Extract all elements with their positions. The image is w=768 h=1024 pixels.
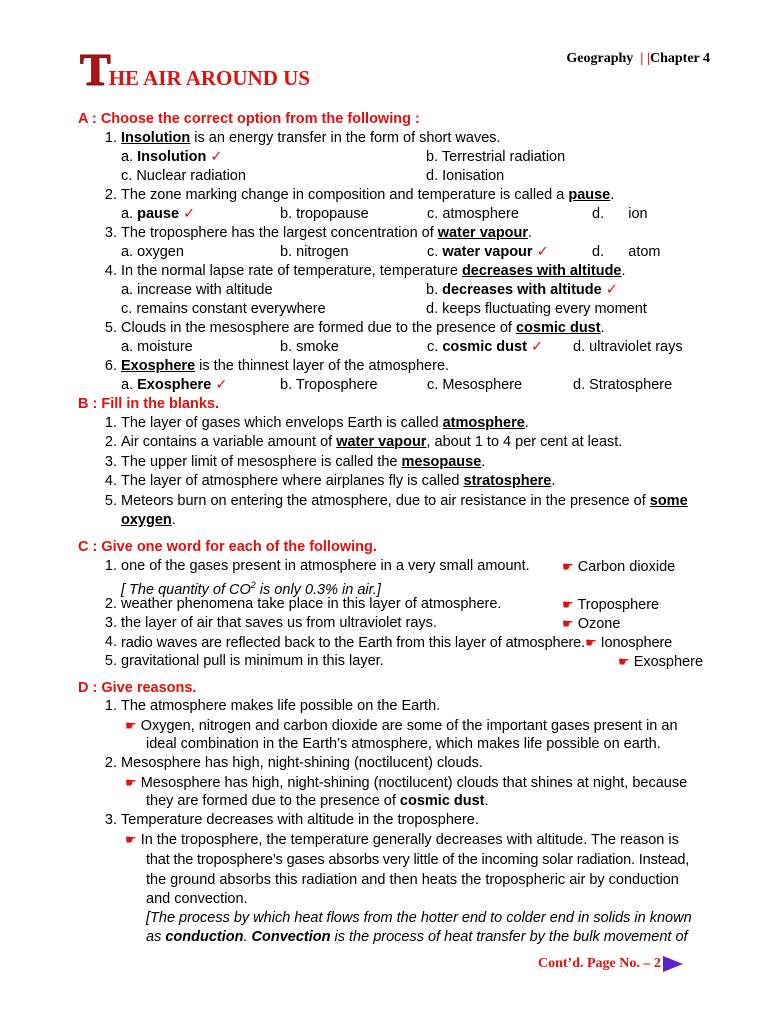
option-text: Mesosphere (442, 377, 523, 393)
option-letter: a. (121, 339, 134, 355)
answer-underlined: decreases with altitude (461, 263, 622, 279)
question-text (121, 633, 672, 653)
reason-line (125, 830, 679, 850)
punct: . (171, 512, 176, 528)
title-text: HE AIR AROUND US (108, 66, 310, 90)
option-letter: a. (121, 377, 134, 393)
question-number: 3. (104, 615, 117, 631)
reason-text: Oxygen, nitrogen and carbon dioxide are some of the important gases present in an (140, 718, 678, 734)
option-a (121, 338, 193, 357)
question-text: one of the gases present in atmosphere in a very small amount. (121, 558, 530, 574)
answer (562, 614, 620, 634)
answer-text: Exosphere (633, 654, 704, 670)
check-icon: ✓ (183, 206, 196, 222)
option-letter: a. (121, 206, 134, 222)
option-text: Insolution (137, 149, 207, 165)
question-body: In the normal lapse rate of temperature, temperature (121, 263, 462, 279)
answer (562, 557, 675, 577)
answer-text: Ozone (577, 616, 621, 632)
option-letter: c. (427, 339, 439, 355)
reason-text: as (146, 929, 166, 945)
option-b (280, 205, 369, 224)
reason-bold: cosmic dust (399, 793, 485, 809)
pointing-hand-icon: ☛ (585, 635, 597, 650)
option-letter: d. (592, 206, 605, 222)
question-body: The upper limit of mesosphere is called the (121, 454, 402, 470)
question-number: 5. (104, 493, 117, 509)
answer-underlined: pause (568, 187, 611, 203)
answer-underlined: atmosphere (442, 415, 525, 431)
question-body: Meteors burn on entering the atmosphere, due to air resistance in the presence of (121, 493, 650, 509)
option-text: nitrogen (296, 244, 349, 260)
question-number: 2. (104, 434, 117, 450)
question-body: is an energy transfer in the form of short waves. (190, 130, 501, 146)
pointing-hand-icon: ☛ (562, 597, 574, 612)
option-text: Nuclear radiation (136, 168, 246, 184)
check-icon: ✓ (215, 377, 228, 393)
continued-footer (538, 956, 683, 972)
answer-text: Troposphere (577, 597, 660, 613)
option-letter: d. (426, 168, 439, 184)
option-d (573, 338, 683, 357)
question-body: Clouds in the mesosphere are formed due to the presence of (121, 320, 516, 336)
check-icon: ✓ (210, 149, 223, 165)
option-text: oxygen (137, 244, 184, 260)
answer-underlined: cosmic dust (515, 320, 601, 336)
question-text (121, 319, 605, 338)
answer-underlined: Exosphere (121, 358, 196, 374)
answer-underlined: water vapour (437, 225, 529, 241)
reason-text: In the troposphere, the temperature generally decreases with altitude. The reason is (140, 832, 679, 848)
pointing-hand-icon: ☛ (125, 832, 137, 847)
option-text: atmosphere (442, 206, 519, 222)
option-c (121, 167, 246, 186)
punct: . (621, 263, 626, 279)
option-text: water vapour (442, 244, 533, 260)
reason-line (146, 928, 688, 947)
option-c (427, 205, 519, 224)
option-b (426, 148, 565, 167)
punct: . (524, 415, 529, 431)
question-text: Mesosphere has high, night-shining (noctilucent) clouds. (121, 755, 483, 771)
option-letter: c. (427, 206, 439, 222)
option-a (121, 376, 227, 395)
option-b (426, 281, 618, 300)
option-a (121, 148, 223, 167)
option-d (426, 167, 504, 186)
separator-bars: | | (636, 51, 650, 66)
option-letter: b. (426, 282, 439, 298)
question-text: The atmosphere makes life possible on the Earth. (121, 698, 441, 714)
answer-underlined: oxygen (121, 512, 172, 528)
question-text (121, 262, 626, 281)
question-number: 3. (104, 454, 117, 470)
option-c (427, 243, 549, 262)
reason-bold: Convection (251, 929, 331, 945)
option-letter: c. (427, 377, 439, 393)
footer-text: Cont’d. Page No. – 2 (538, 956, 661, 972)
question-text: gravitational pull is minimum in this layer. (121, 653, 384, 669)
question-number: 4. (104, 263, 117, 279)
option-letter: a. (121, 149, 134, 165)
question-number: 2. (104, 596, 117, 612)
question-text (121, 129, 501, 148)
reason-line (125, 716, 678, 736)
option-text: tropopause (296, 206, 369, 222)
option-letter: c. (427, 244, 439, 260)
option-c (427, 338, 543, 357)
answer-underlined: some (649, 493, 688, 509)
option-text: atom (628, 244, 661, 260)
reason-text: they are formed due to the presence of (146, 793, 400, 809)
subject-chapter-label (500, 51, 710, 67)
option-text: Exosphere (137, 377, 212, 393)
option-letter: c. (121, 168, 133, 184)
question-text (121, 357, 449, 376)
punct: . (484, 793, 489, 809)
question-text (121, 414, 529, 433)
question-number: 1. (104, 130, 117, 146)
option-letter: b. (280, 377, 293, 393)
question-body: The layer of gases which envelops Earth is called (121, 415, 443, 431)
option-d (426, 300, 647, 319)
option-b (280, 243, 349, 262)
subscript: 2 (250, 580, 256, 590)
question-number: 5. (104, 320, 117, 336)
option-b (280, 338, 339, 357)
option-text: Terrestrial radiation (441, 149, 566, 165)
option-d (573, 376, 672, 395)
option-text: Troposphere (295, 377, 378, 393)
punct: . (528, 225, 533, 241)
option-letter: a. (121, 282, 134, 298)
pointing-hand-icon: ☛ (125, 718, 137, 733)
question-number: 1. (104, 558, 117, 574)
chapter-label: Chapter 4 (649, 51, 710, 66)
question-body: The layer of atmosphere where airplanes fly is called (121, 473, 464, 489)
reason-text: the ground absorbs this radiation and then heats the tropospheric air by conduction (146, 872, 679, 888)
option-text: Stratosphere (589, 377, 673, 393)
question-number: 3. (104, 812, 117, 828)
punct: . (481, 454, 486, 470)
check-icon: ✓ (605, 282, 618, 298)
punct: . (610, 187, 615, 203)
subject-label: Geography (566, 51, 634, 66)
pointing-hand-icon: ☛ (562, 559, 574, 574)
question-text (121, 472, 555, 491)
answer (618, 652, 703, 672)
reason-text: Mesosphere has high, night-shining (noctilucent) clouds that shines at night, because (140, 775, 688, 791)
option-b (280, 376, 378, 395)
option-letter: a. (121, 244, 134, 260)
answer-underlined: Insolution (121, 130, 191, 146)
question-number: 5. (104, 653, 117, 669)
question-body: radio waves are reflected back to the Earth from this layer of atmosphere. (121, 635, 586, 651)
option-text: pause (137, 206, 180, 222)
reason-line (146, 792, 489, 811)
option-letter: d. (426, 301, 439, 317)
answer-underlined: stratosphere (463, 473, 552, 489)
question-number: 4. (104, 473, 117, 489)
question-number: 3. (104, 225, 117, 241)
question-text (121, 433, 622, 452)
check-icon: ✓ (530, 339, 544, 355)
section-d-heading: D : Give reasons. (78, 680, 197, 696)
option-text: cosmic dust (442, 339, 527, 355)
reason-text: is the process of heat transfer by the bulk movement of (330, 929, 688, 945)
question-number: 1. (104, 415, 117, 431)
option-text: ultraviolet rays (589, 339, 683, 355)
answer-text: Carbon dioxide (577, 559, 676, 575)
arrow-right-icon (663, 956, 683, 972)
pointing-hand-icon: ☛ (562, 616, 574, 631)
question-text (121, 224, 532, 243)
option-text: decreases with altitude (442, 282, 602, 298)
option-text: Ionisation (442, 168, 505, 184)
option-letter: d. (592, 244, 605, 260)
option-a (121, 281, 273, 300)
question-body: is the thinnest layer of the atmosphere. (195, 358, 450, 374)
question-text (121, 186, 614, 205)
punct: . (600, 320, 605, 336)
question-text: the layer of air that saves us from ultraviolet rays. (121, 615, 437, 631)
check-icon: ✓ (536, 244, 549, 260)
title-initial-letter: T (80, 44, 111, 95)
option-a (121, 205, 195, 224)
answer-text: Ionosphere (600, 635, 673, 651)
question-body: The troposphere has the largest concentration of (121, 225, 438, 241)
option-letter: d. (573, 377, 586, 393)
question-text (121, 492, 688, 511)
reason-bold: conduction (165, 929, 244, 945)
question-number: 2. (104, 187, 117, 203)
reason-text: that the troposphere’s gases absorbs very little of the incoming solar radiation. Instead, (146, 852, 690, 868)
answer-underlined: mesopause (401, 454, 482, 470)
answer-underlined: water vapour (336, 434, 427, 450)
page-title (80, 44, 310, 95)
reason-text: ideal combination in the Earth’s atmosphere, which makes life possible on earth. (146, 736, 661, 752)
question-text: Temperature decreases with altitude in the troposphere. (121, 812, 479, 828)
option-letter: d. (573, 339, 586, 355)
option-letter: b. (280, 206, 293, 222)
option-text: increase with altitude (137, 282, 273, 298)
question-text (121, 453, 485, 472)
question-body: The zone marking change in composition and temperature is called a (121, 187, 569, 203)
option-letter: b. (426, 149, 439, 165)
option-text: moisture (137, 339, 193, 355)
question-number: 2. (104, 755, 117, 771)
reason-line (125, 773, 687, 793)
section-a-heading: A : Choose the correct option from the following : (78, 111, 420, 127)
option-text: keeps fluctuating every moment (442, 301, 647, 317)
option-c (427, 376, 522, 395)
note-text: [ The quantity of CO (121, 581, 251, 598)
reason-text: and convection. (146, 891, 248, 907)
section-c-heading: C : Give one word for each of the following. (78, 539, 377, 555)
question-number: 6. (104, 358, 117, 374)
pointing-hand-icon: ☛ (618, 654, 630, 669)
option-text: smoke (296, 339, 339, 355)
option-d (592, 205, 648, 224)
option-c (121, 300, 326, 319)
note-text: is only 0.3% in air.] (255, 581, 381, 598)
punct: , about 1 to 4 per cent at least. (426, 434, 623, 450)
punct: . (551, 473, 556, 489)
option-text: remains constant everywhere (136, 301, 326, 317)
section-b-heading: B : Fill in the blanks. (78, 396, 219, 412)
answer (562, 595, 659, 615)
reason-text: [The process by which heat flows from the hotter end to colder end in solids in known (146, 910, 692, 926)
option-letter: b. (280, 339, 293, 355)
question-number: 1. (104, 698, 117, 714)
option-letter: b. (280, 244, 293, 260)
question-number: 4. (104, 634, 117, 650)
option-text: ion (628, 206, 648, 222)
question-text-continued (121, 511, 176, 530)
pointing-hand-icon: ☛ (125, 775, 137, 790)
option-a (121, 243, 184, 262)
option-d (592, 243, 661, 262)
option-letter: c. (121, 301, 133, 317)
question-text: weather phenomena take place in this layer of atmosphere. (121, 596, 502, 612)
punct: . (243, 929, 252, 945)
question-body: Air contains a variable amount of (121, 434, 337, 450)
